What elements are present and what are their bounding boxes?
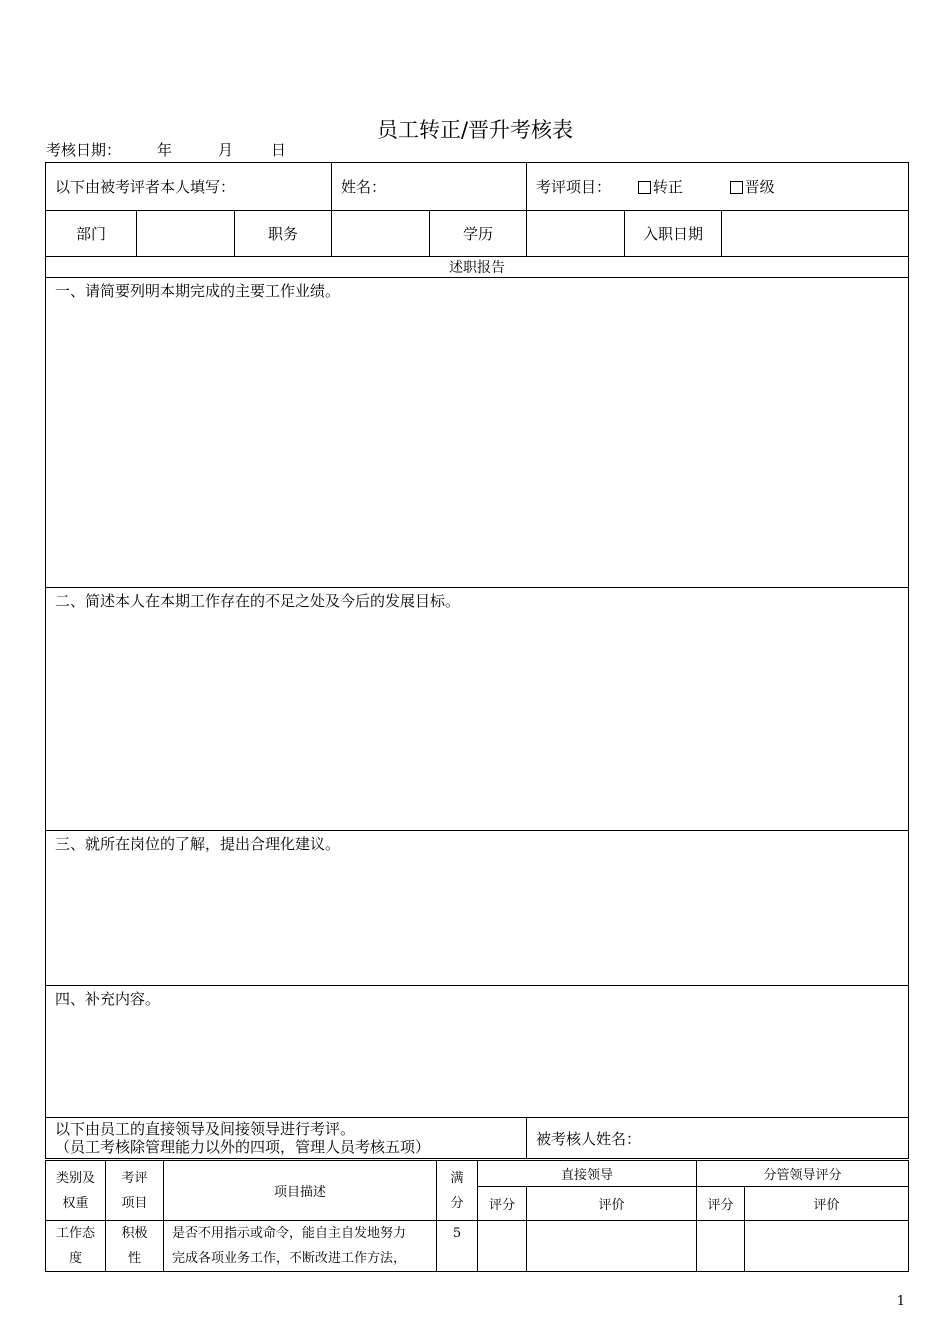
page-title: 员工转正/晋升考核表 (376, 118, 574, 142)
header-description: 项目描述 (164, 1161, 437, 1221)
examinee-name-cell[interactable] (527, 1118, 909, 1159)
header-category-line1: 类别及 (55, 1170, 95, 1186)
date-month: 月 (218, 141, 234, 159)
row-full-score: 5 (437, 1221, 478, 1272)
header-category-line2: 权重 (62, 1195, 89, 1211)
row-item (106, 1221, 164, 1272)
header-item (106, 1161, 164, 1221)
row-category-line2: 度 (68, 1251, 82, 1266)
option-confirm-label: 转正 (652, 178, 683, 196)
review-note-cell (46, 1118, 527, 1159)
name-cell[interactable] (332, 163, 527, 211)
review-item-cell (527, 163, 909, 211)
section-suggestions-label: 三、就所在岗位的了解，提出合理化建议。 (55, 835, 341, 853)
header-item-line2: 项目 (121, 1195, 148, 1211)
header-item-line1: 考评 (121, 1170, 148, 1186)
examinee-name-label: 被考核人姓名： (536, 1129, 642, 1148)
row-description (164, 1221, 437, 1272)
header-direct-comment: 评价 (527, 1187, 697, 1221)
section-shortcomings-label: 二、简述本人在本期工作存在的不足之处及今后的发展目标。 (55, 592, 461, 610)
section-supplement[interactable] (46, 986, 909, 1118)
score-table (45, 1160, 909, 1272)
row-description-line2: 完成各项业务工作，不断改进工作方法， (172, 1251, 407, 1266)
header-indirect-comment: 评价 (745, 1187, 909, 1221)
header-direct-leader: 直接领导 (478, 1161, 697, 1187)
education-value[interactable] (527, 211, 625, 257)
option-confirm[interactable] (638, 176, 683, 197)
date-day: 日 (271, 141, 287, 159)
hire-date-label: 入职日期 (625, 211, 722, 257)
date-year: 年 (157, 141, 173, 159)
education-label: 学历 (430, 211, 527, 257)
row-indirect-comment[interactable] (745, 1221, 909, 1272)
row-item-line2: 性 (127, 1251, 141, 1266)
section-achievements[interactable] (46, 278, 909, 588)
review-note-line1: 以下由员工的直接领导及间接领导进行考评。 (55, 1120, 356, 1138)
self-report-table (45, 162, 909, 1159)
header-full-score (437, 1161, 478, 1221)
header-category (46, 1161, 106, 1221)
section-shortcomings[interactable] (46, 588, 909, 831)
header-full-line1: 满 (450, 1170, 464, 1186)
header-indirect-score: 评分 (697, 1187, 745, 1221)
position-value[interactable] (332, 211, 430, 257)
section-supplement-label: 四、补充内容。 (55, 990, 161, 1008)
row-direct-score[interactable] (478, 1221, 527, 1272)
option-promote[interactable] (730, 176, 775, 197)
name-label: 姓名： (341, 178, 387, 196)
self-fill-label: 以下由被考评者本人填写： (55, 178, 236, 196)
report-title: 述职报告 (46, 257, 909, 278)
checkbox-icon[interactable] (638, 181, 651, 194)
date-label: 考核日期： (46, 141, 122, 159)
position-label: 职务 (235, 211, 332, 257)
header-direct-score: 评分 (478, 1187, 527, 1221)
self-fill-cell (46, 163, 332, 211)
checkbox-icon[interactable] (730, 181, 743, 194)
section-suggestions[interactable] (46, 831, 909, 986)
option-promote-label: 晋级 (744, 178, 775, 196)
row-direct-comment[interactable] (527, 1221, 697, 1272)
row-category (46, 1221, 106, 1272)
row-description-line1: 是否不用指示或命令，能自主自发地努力 (172, 1226, 407, 1241)
review-item-label: 考评项目： (536, 178, 612, 196)
hire-date-value[interactable] (722, 211, 909, 257)
dept-label: 部门 (46, 211, 137, 257)
dept-value[interactable] (137, 211, 235, 257)
section-achievements-label: 一、请简要列明本期完成的主要工作业绩。 (55, 282, 341, 300)
row-item-line1: 积极 (121, 1226, 148, 1241)
review-date (46, 139, 286, 160)
row-indirect-score[interactable] (697, 1221, 745, 1272)
header-full-line2: 分 (450, 1195, 464, 1211)
row-category-line1: 工作态 (55, 1226, 95, 1241)
review-note-line2: （员工考核除管理能力以外的四项，管理人员考核五项） (55, 1138, 431, 1156)
page-number: 1 (896, 1294, 905, 1309)
header-indirect-leader: 分管领导评分 (697, 1161, 909, 1187)
